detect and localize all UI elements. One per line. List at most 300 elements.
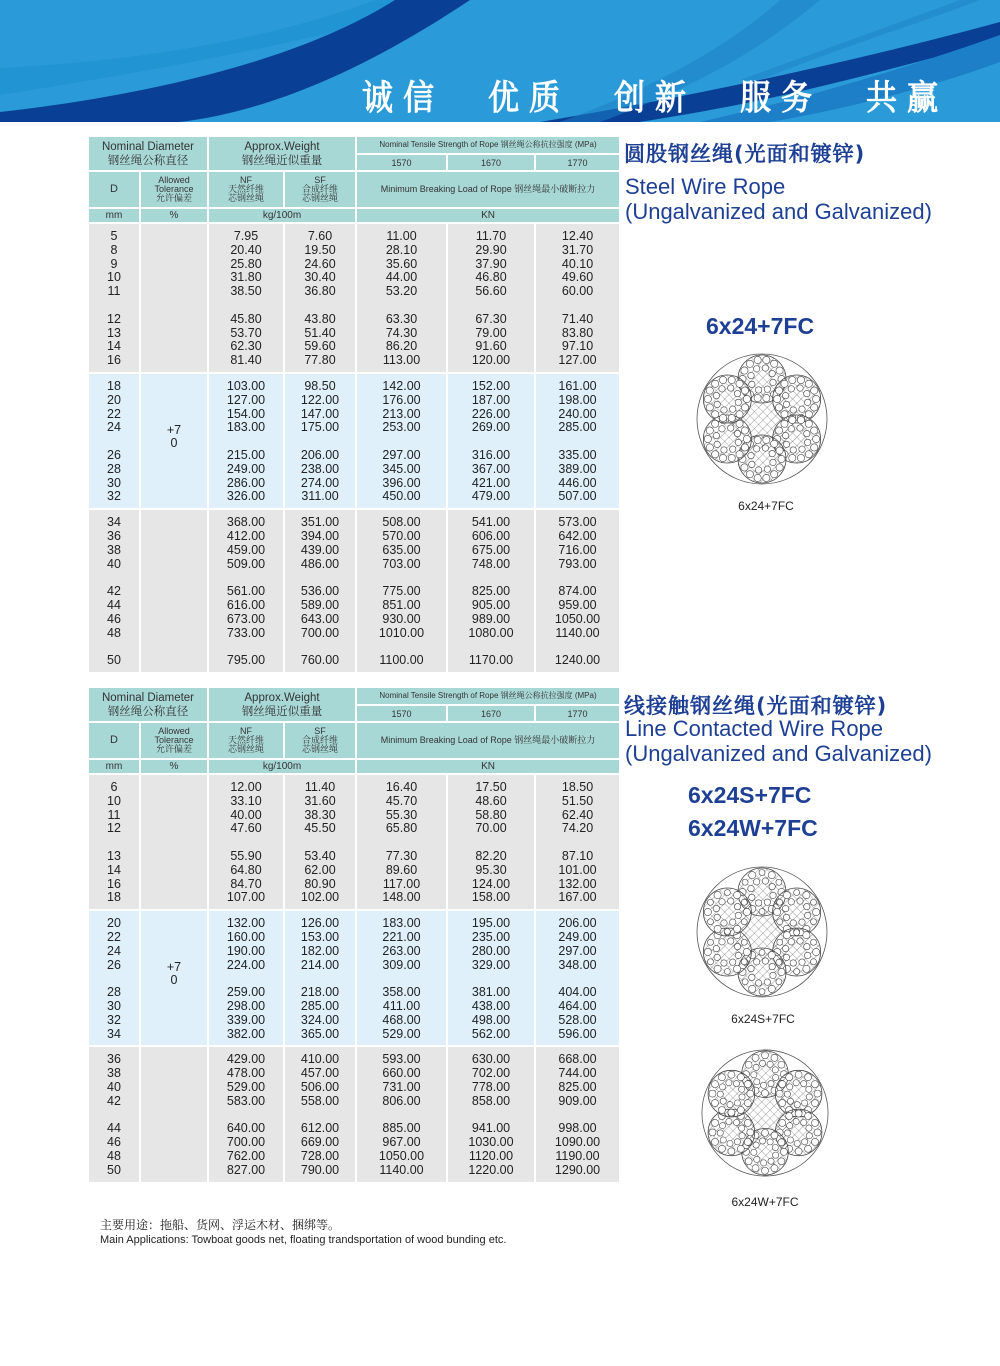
table-cell-value: 675.00: [471, 542, 511, 557]
table-cell-value: 124.00: [471, 876, 511, 891]
wire: [736, 411, 743, 418]
row-gap: [89, 299, 139, 313]
table-cell-value: 51.40: [304, 325, 336, 340]
table-cell-value: 249.00: [226, 461, 266, 476]
wire: [753, 879, 759, 885]
row-gap: [448, 435, 534, 449]
header-text: 合成纤维: [301, 184, 338, 194]
table-cell-value: 589.00: [300, 597, 340, 612]
wire: [719, 454, 726, 461]
wire: [753, 1142, 759, 1148]
wire: [768, 952, 775, 959]
wire: [730, 959, 736, 965]
row-gap: [285, 299, 355, 313]
sf-weight-cell: [285, 224, 355, 372]
wire: [747, 1129, 754, 1136]
wire: [728, 454, 735, 461]
wire: [704, 908, 711, 915]
table-cell-value: 26: [107, 957, 121, 972]
wire: [759, 870, 765, 876]
wire: [712, 380, 719, 387]
wire: [713, 432, 719, 438]
table-cell-value: 175.00: [300, 420, 340, 435]
table-cell-value: 31.60: [304, 793, 336, 808]
table-cell-value: 930.00: [382, 611, 421, 626]
wire: [814, 1090, 821, 1097]
table-cell-value: 103.00: [226, 378, 266, 393]
table-cell-value: 642.00: [558, 528, 597, 543]
wire: [806, 1086, 812, 1092]
slogan-word: 服务: [740, 78, 822, 119]
wire: [755, 467, 761, 473]
table-cell-value: 583.00: [226, 1093, 266, 1108]
wire: [769, 370, 775, 376]
row-gap: [448, 640, 534, 654]
grade-header: 1770: [536, 706, 619, 721]
wire: [734, 903, 740, 909]
header-banner: [0, 0, 1000, 122]
table-cell-value: 240.00: [558, 406, 597, 421]
table-cell-value: 152.00: [471, 378, 511, 393]
header-text: 芯钢丝绳: [301, 193, 338, 203]
table-cell-value: 10: [107, 793, 121, 808]
row-gap: [89, 640, 139, 654]
mbl-1570-cell: [357, 775, 446, 909]
table-cell-value: 285.00: [300, 998, 340, 1013]
wire: [811, 899, 817, 905]
table-cell-value: 10: [107, 270, 121, 285]
wire: [794, 969, 800, 975]
sf-header: [285, 723, 355, 758]
table-cell-value: 49.60: [561, 270, 594, 285]
wire: [727, 1102, 733, 1108]
mbl-1570-cell: [357, 1047, 446, 1181]
table-cell-value: 11: [107, 807, 121, 822]
row-gap: [209, 435, 283, 449]
wire: [764, 386, 770, 392]
table-cell-value: 324.00: [300, 1012, 340, 1027]
table-cell-value: 11.70: [475, 229, 507, 243]
wire: [782, 432, 788, 438]
wire: [806, 1094, 812, 1100]
table-cell-value: 117.00: [382, 876, 421, 891]
wire: [790, 960, 796, 966]
table-cell-value: 825.00: [471, 584, 511, 599]
wire: [811, 387, 818, 394]
table-cell-value: 509.00: [226, 556, 266, 571]
wire: [724, 969, 730, 975]
table-cell-value: 1120.00: [468, 1148, 514, 1163]
table-row-group: [89, 775, 619, 909]
table-cell-value: 673.00: [226, 611, 266, 626]
row-gap: [285, 571, 355, 585]
wire: [712, 411, 719, 418]
table-cell-value: 50: [107, 1162, 121, 1177]
row-gap: [285, 972, 355, 986]
wire: [749, 974, 755, 980]
table-cell-value: 702.00: [471, 1066, 511, 1081]
wire: [752, 1165, 759, 1172]
diagram-caption: 6x24W+7FC: [731, 1195, 799, 1209]
row-gap: [536, 1109, 619, 1123]
table-cell-value: 285.00: [558, 420, 597, 435]
wire: [721, 407, 727, 413]
wire: [770, 459, 776, 465]
table-cell-value: 528.00: [558, 1012, 597, 1027]
wire: [748, 452, 754, 458]
wire: [795, 1071, 802, 1078]
wire: [779, 1081, 786, 1088]
row-gap: [89, 571, 139, 585]
wire: [759, 989, 765, 995]
wire: [730, 919, 736, 925]
table-cell-value: 998.00: [558, 1121, 597, 1136]
wire: [811, 919, 817, 925]
table-cell-value: 529.00: [382, 1026, 421, 1041]
nominal-diameter-header: [89, 137, 207, 170]
applications-note-cn: 主要用途：拖船、货网、浮运木材、捆绑等。: [100, 1218, 341, 1232]
wire: [771, 360, 778, 367]
table-cell-value: 40: [107, 1079, 121, 1094]
unit-weight: kg/100m: [209, 209, 355, 222]
table-cell-value: 703.00: [382, 556, 421, 571]
wire: [743, 908, 750, 915]
table-cell-value: 176.00: [382, 392, 421, 407]
wire: [751, 1149, 757, 1155]
table-cell-value: 38.30: [304, 807, 336, 822]
table-body: [89, 224, 619, 672]
table-row-group: [89, 911, 619, 1045]
wire: [780, 1148, 787, 1155]
wire: [744, 1138, 751, 1145]
table-cell-value: 253.00: [382, 420, 421, 435]
table-cell-value: 660.00: [382, 1066, 421, 1081]
mbl-1770-cell: [536, 775, 619, 909]
wire: [713, 905, 719, 911]
tolerance-cell: [141, 374, 207, 508]
table-row-group: [89, 374, 619, 508]
header-text: Approx.Weight: [244, 691, 320, 704]
table-cell-value: 12: [107, 311, 121, 326]
diagram-caption: 6x24S+7FC: [731, 1012, 795, 1026]
wire: [771, 1132, 778, 1139]
wire: [805, 1145, 812, 1152]
wire: [728, 376, 735, 383]
wire: [799, 959, 805, 965]
table-cell-value: 32: [107, 489, 121, 504]
table-cell-value: 37.90: [475, 256, 507, 271]
table-cell-value: 40: [107, 556, 121, 571]
wire: [728, 425, 734, 431]
wire: [762, 365, 768, 371]
table-cell-value: 86.20: [385, 339, 418, 354]
wire: [763, 394, 770, 401]
wire: [768, 872, 775, 879]
table-cell-value: 91.60: [475, 339, 507, 354]
wire: [754, 436, 761, 443]
wire: [759, 1060, 765, 1066]
header-text: 芯钢丝绳: [301, 744, 338, 754]
wire: [714, 965, 721, 972]
table-cell-value: 44: [107, 597, 121, 612]
row-gap: [448, 972, 534, 986]
table-cell-value: 24: [107, 943, 121, 958]
table-cell-value: 18: [107, 378, 121, 393]
table-cell-value: 224.00: [226, 957, 266, 972]
table-cell-value: 64.80: [230, 862, 262, 877]
table-cell-value: 748.00: [471, 556, 511, 571]
mbl-1770-cell: [536, 374, 619, 508]
wire: [742, 979, 748, 985]
wire: [749, 461, 755, 467]
wire: [735, 399, 741, 405]
table-cell-value: 486.00: [300, 556, 340, 571]
table-cell-value: 561.00: [226, 584, 266, 599]
wire: [762, 1167, 769, 1174]
table-cell-value: 22: [107, 929, 121, 944]
sf-weight-cell: [285, 911, 355, 1045]
table-cell-value: 59.60: [304, 339, 336, 354]
table-cell-value: 716.00: [558, 542, 597, 557]
table-cell-value: 269.00: [471, 420, 511, 435]
header-text: 天然纤维: [227, 184, 264, 194]
header-text: Tolerance: [154, 735, 194, 745]
slogan-word: 诚信: [362, 78, 444, 119]
row-gap: [209, 1109, 283, 1123]
slogan-word: 创新: [614, 78, 696, 119]
title-line: (Ungalvanized and Galvanized): [625, 199, 932, 224]
header-text: 芯钢丝绳: [227, 744, 264, 754]
unit-percent: %: [141, 760, 207, 773]
wire: [786, 1113, 793, 1120]
table-cell-value: 459.00: [226, 542, 266, 557]
table-cell-value: 98.50: [304, 378, 336, 393]
table-cell-value: 394.00: [300, 528, 340, 543]
table-cell-value: 62.00: [304, 862, 336, 877]
table-cell-value: 506.00: [300, 1079, 340, 1094]
table-cell-value: 32: [107, 1012, 121, 1027]
wire: [769, 963, 775, 969]
wire: [781, 420, 788, 427]
wire: [733, 1119, 739, 1125]
wire: [778, 1139, 785, 1146]
wire: [741, 404, 748, 411]
wire: [794, 1140, 800, 1146]
wire: [776, 1090, 783, 1097]
title-line: Steel Wire Rope: [625, 174, 786, 199]
table-cell-value: 1190.00: [555, 1148, 600, 1163]
wire: [745, 1158, 752, 1165]
wire: [770, 379, 776, 385]
table-cell-value: 825.00: [558, 1079, 597, 1094]
table-row-group: [89, 224, 619, 372]
wire: [749, 985, 756, 992]
wire: [789, 454, 796, 461]
table-cell-value: 89.60: [385, 862, 418, 877]
header-text: Allowed: [158, 175, 190, 185]
wire: [746, 471, 753, 478]
table-cell-value: 760.00: [300, 653, 340, 668]
row-gap: [209, 640, 283, 654]
wire: [773, 1152, 779, 1158]
tensile-strength-header: Nominal Tensile Strength of Rope 钢丝绳公称抗拉强度 (MPa): [357, 688, 619, 704]
row-gap: [285, 640, 355, 654]
wire: [744, 1119, 751, 1126]
wire: [811, 1100, 818, 1107]
wire: [779, 1119, 786, 1126]
nf-weight-cell: [209, 374, 283, 508]
wire: [747, 1090, 754, 1097]
table-cell-value: 44: [107, 1121, 121, 1136]
row-gap: [536, 571, 619, 585]
table-cell-value: 909.00: [558, 1093, 597, 1108]
table-cell-value: 46: [107, 611, 121, 626]
wire: [737, 1145, 744, 1152]
wire: [760, 1160, 766, 1166]
table-cell-value: 63.30: [385, 311, 418, 326]
table-cell-value: 20: [107, 392, 121, 407]
unit-kn: KN: [357, 760, 619, 773]
header-text: Nominal Diameter: [101, 691, 195, 704]
row-gap: [448, 836, 534, 850]
wire: [797, 385, 803, 391]
table-cell-value: 20.40: [230, 242, 262, 257]
table-cell-value: 31.70: [561, 242, 594, 257]
mbl-1570-cell: [357, 224, 446, 372]
row-gap: [357, 299, 446, 313]
table-cell-value: 329.00: [471, 957, 511, 972]
row-gap: [448, 1109, 534, 1123]
wire: [749, 894, 755, 900]
header-text: 允许偏差: [155, 744, 192, 754]
wire: [804, 390, 810, 396]
tolerance-header: [141, 723, 207, 758]
header-text: NF: [240, 726, 252, 736]
table-cell-value: 570.00: [382, 528, 421, 543]
table-cell-value: 507.00: [558, 489, 597, 504]
table-cell-value: 1010.00: [378, 625, 425, 640]
table-cell-value: 40.00: [230, 807, 262, 822]
nf-header: [209, 723, 283, 758]
wire: [782, 945, 788, 951]
wire: [813, 908, 820, 915]
wire: [763, 356, 770, 363]
wire: [805, 380, 812, 387]
diameter-cell: [89, 1047, 139, 1181]
table-cell-value: 778.00: [471, 1079, 511, 1094]
wire: [704, 948, 711, 955]
row-gap: [357, 640, 446, 654]
table-cell-value: 56.60: [475, 284, 507, 299]
wire: [811, 427, 818, 434]
table-cell-value: 7.60: [307, 229, 333, 243]
wire: [811, 1081, 818, 1088]
wire: [804, 430, 810, 436]
row-gap: [536, 299, 619, 313]
wire: [741, 899, 747, 905]
wire: [755, 900, 761, 906]
wire: [770, 892, 776, 898]
wire: [734, 1139, 740, 1145]
table-cell-value: 13: [107, 848, 121, 863]
wire: [767, 1139, 773, 1145]
table-cell-value: 214.00: [300, 957, 340, 972]
wire: [814, 1129, 821, 1136]
table-cell-value: 60.00: [561, 284, 594, 299]
d-header: D: [89, 172, 139, 207]
table-cell-value: 45.70: [385, 793, 418, 808]
wire: [709, 1129, 716, 1136]
wire: [777, 919, 783, 925]
table-cell-value: 132.00: [558, 876, 597, 891]
wire: [726, 1118, 732, 1124]
table-cell-value: 596.00: [558, 1026, 597, 1041]
mbl-header: Minimum Breaking Load of Rope 钢丝绳最小破断拉力: [357, 172, 619, 207]
table-cell-value: 95.30: [475, 862, 507, 877]
section2-model-label-w: 6x24W+7FC: [688, 815, 818, 841]
row-gap: [357, 1109, 446, 1123]
wire: [778, 1061, 785, 1068]
table-cell-value: 508.00: [382, 515, 421, 530]
wire: [794, 1102, 800, 1108]
table-cell-value: 221.00: [382, 929, 421, 944]
wire: [704, 435, 711, 442]
table-cell-value: 345.00: [382, 461, 421, 476]
grade-header: 1570: [357, 155, 446, 170]
slogan-word: 优质: [488, 78, 570, 119]
wire: [764, 979, 770, 985]
wire: [787, 1123, 793, 1129]
row-gap: [536, 972, 619, 986]
approx-weight-header: [209, 688, 355, 721]
diagram-caption: 6x24+7FC: [738, 499, 794, 513]
wire: [717, 1130, 723, 1136]
wire: [707, 959, 713, 965]
table-cell-value: 396.00: [382, 475, 421, 490]
wire: [768, 1080, 774, 1086]
wire: [762, 1129, 769, 1136]
wire: [743, 395, 750, 402]
mbl-1670-cell: [448, 510, 534, 672]
wire: [720, 1098, 726, 1104]
slogan-word: 共赢: [866, 78, 948, 119]
header-text: NF: [240, 175, 252, 185]
table-cell-value: 731.00: [382, 1079, 421, 1094]
table-cell-value: 286.00: [226, 475, 266, 490]
wire: [741, 959, 747, 965]
table-cell-value: 55.30: [385, 807, 418, 822]
wire: [793, 1080, 799, 1086]
wire: [769, 883, 775, 889]
wire: [790, 407, 796, 413]
mbl-1570-cell: [357, 374, 446, 508]
table-cell-value: 12: [107, 821, 121, 836]
wire: [759, 1138, 765, 1144]
table-cell-value: 17.50: [475, 780, 507, 794]
wire: [776, 879, 782, 885]
wire: [779, 1100, 786, 1107]
wire: [803, 892, 810, 899]
tolerance-minus: 0: [170, 435, 178, 450]
table-cell-value: 381.00: [471, 985, 511, 1000]
wire: [719, 939, 725, 945]
wire: [762, 1052, 769, 1059]
wire: [707, 939, 713, 945]
table-cell-value: 728.00: [300, 1148, 340, 1163]
wire: [783, 914, 789, 920]
wire: [776, 447, 783, 454]
table-cell-value: 62.30: [230, 339, 262, 354]
